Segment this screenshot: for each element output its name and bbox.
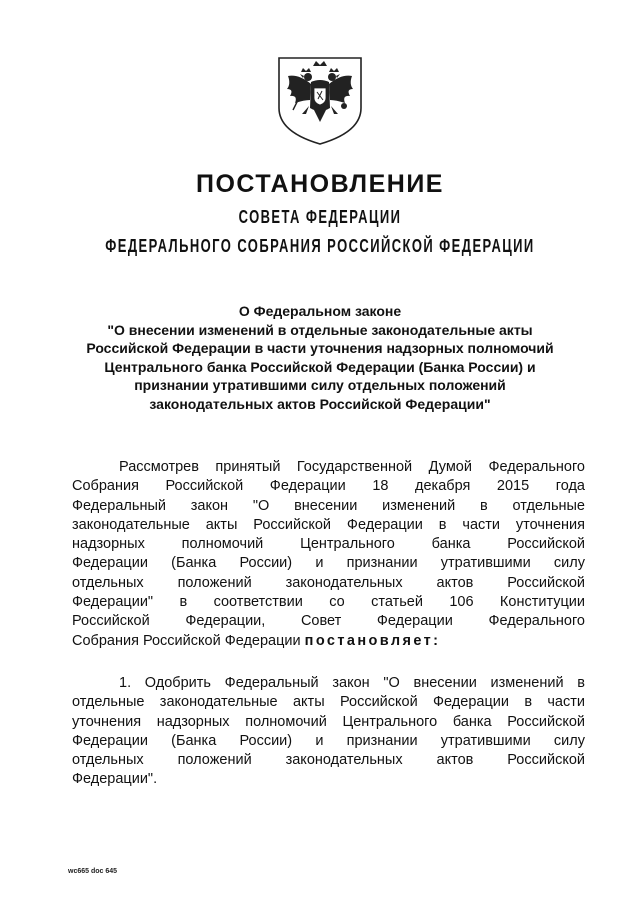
text-line: Российской Федерации, Совет Федерации Федерального [72,613,585,630]
text-line: отдельных положений законодательных актов Российской [72,574,585,591]
law-heading-line: законодательных актов Российской Федерации" [149,395,491,412]
text-line [72,632,585,651]
text-line: отдельных положений законодательных актов Российской [72,752,585,769]
law-heading-line: признании утратившими силу отдельных положений [134,377,506,394]
document-code: wc665 doc 645 [68,868,118,875]
text-line: законодательные акты Российской Федерации в части уточнения [72,516,585,533]
text-line: Рассмотрев принятый Государственной Думой Федерального [119,459,585,475]
law-heading [60,302,580,414]
resolution-item-1 [72,674,585,790]
law-heading-line: О Федеральном законе [238,303,402,319]
coat-of-arms-icon [271,56,369,146]
text-line: Собрания Российской Федерации 18 декабря 2015 года [72,478,585,495]
issuer-line-1: СОВЕТА ФЕДЕРАЦИИ [238,207,402,227]
text-line: Федеральный закон "О внесении изменений в отдельные [72,497,585,514]
law-heading-line: "О внесении изменений в отдельные законодательные акты [107,321,533,338]
text-line: 1. Одобрить Федеральный закон "О внесении изменений в [119,675,585,691]
preamble-paragraph [72,458,585,651]
text-line: надзорных полномочий Центрального банка Российской [72,536,585,553]
document-title: ПОСТАНОВЛЕНИЕ [196,170,444,198]
text-line: Федерации (Банка России) и признании утратившими силу [72,555,585,572]
text-line: Федерации (Банка России) и признании утратившими силу [72,732,585,749]
issuer-line-2: ФЕДЕРАЛЬНОГО СОБРАНИЯ РОССИЙСКОЙ ФЕДЕРАЦИИ [105,236,535,256]
text-line: Федерации" в соответствии со статьей 106 Конституции [72,594,585,611]
law-heading-line: Центрального банка Российской Федерации (Банка России) и [104,358,536,375]
resolution-keyword: постановляет: [304,632,441,649]
text-line: отдельные законодательные акты Российской Федерации в части [72,694,585,711]
text-line: уточнения надзорных полномочий Центрального банка Российской [72,713,585,730]
text-line: Федерации". [72,771,158,788]
text-line-lead: Собрания Российской Федерации [72,632,301,649]
law-heading-line: Российской Федерации в части уточнения надзорных полномочий [86,340,554,357]
